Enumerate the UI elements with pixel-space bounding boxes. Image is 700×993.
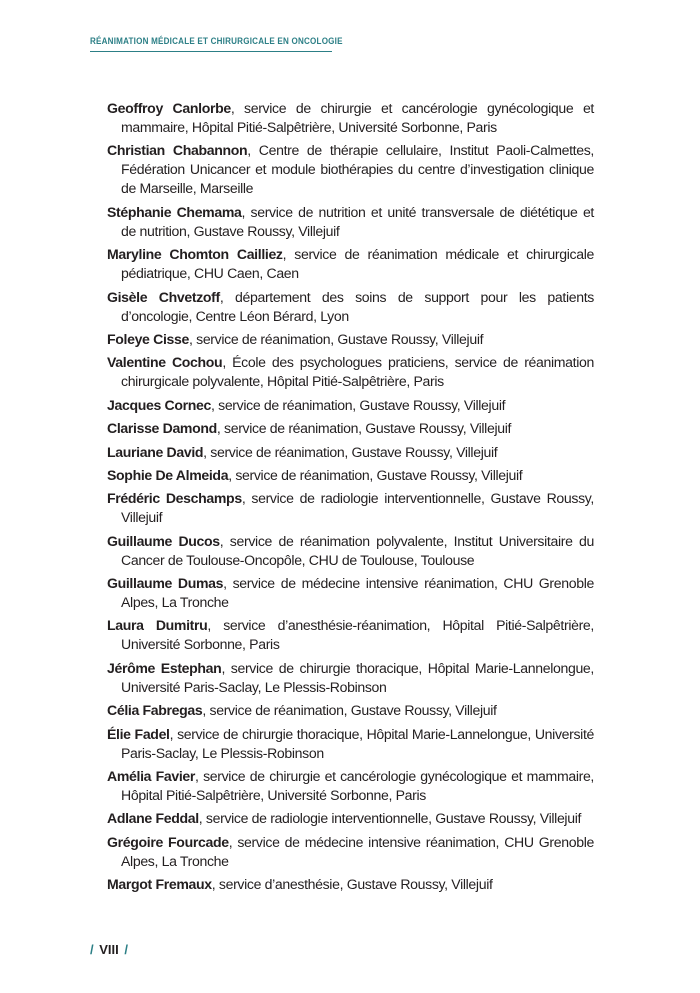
contributor-affiliation: , service de chirurgie thoracique, Hôpital Marie-Lannelongue, Université Paris-Saclay, Le Plessis-Robinson	[121, 659, 594, 695]
contributor-affiliation: , Centre de thérapie cellulaire, Institut Paoli-Calmettes, Fédération Unicancer et module biothérapies du centre d’investigation clinique de Marseille, Marseille	[121, 142, 595, 197]
contributor-name: Célia Fabregas	[107, 702, 203, 719]
contributor-affiliation: , service de réanimation, Gustave Roussy, Villejuif	[228, 466, 523, 483]
contributor-entry	[107, 489, 594, 527]
contributor-affiliation: , service de réanimation, Gustave Roussy, Villejuif	[216, 420, 512, 437]
contributor-entry	[107, 809, 594, 828]
contributor-entry	[107, 767, 594, 805]
contributor-affiliation: , service de réanimation médicale et chirurgicale pédiatrique, CHU Caen, Caen	[121, 246, 594, 282]
contributor-affiliation: , service de réanimation, Gustave Roussy, Villejuif	[188, 330, 484, 347]
running-header	[90, 35, 343, 52]
contributor-name: Foleye Cisse	[107, 330, 189, 347]
contributor-entry	[107, 659, 594, 697]
contributor-affiliation: , service d’anesthésie-réanimation, Hôpital Pitié-Salpêtrière, Université Sorbonne, Paris	[121, 617, 594, 653]
contributor-name: Laura Dumitru	[107, 617, 208, 634]
contributor-name: Guillaume Ducos	[107, 532, 220, 549]
contributor-name: Sophie De Almeida	[107, 466, 229, 483]
contributor-name: Élie Fadel	[107, 725, 170, 742]
contributor-name: Clarisse Damond	[107, 420, 217, 437]
contributor-affiliation: , service de médecine intensive réanimation, CHU Grenoble Alpes, La Tronche	[121, 575, 594, 611]
contributor-entry	[107, 141, 594, 198]
page-folio	[90, 942, 128, 957]
contributor-name: Stéphanie Chemama	[107, 203, 242, 220]
contributor-entry	[107, 99, 594, 137]
contributor-entry	[107, 443, 594, 462]
contributor-entry	[107, 833, 594, 871]
contributor-name: Christian Chabannon	[107, 142, 248, 159]
page-number: VIII	[99, 942, 119, 957]
contributor-entry	[107, 330, 594, 349]
contributor-entry	[107, 353, 594, 391]
header-rule	[90, 51, 332, 52]
contributor-affiliation: , service de réanimation, Gustave Roussy, Villejuif	[210, 396, 506, 413]
contributor-affiliation: , service de réanimation, Gustave Roussy, Villejuif	[203, 443, 498, 460]
contributor-entry	[107, 725, 594, 763]
contributor-list	[107, 99, 594, 899]
contributor-affiliation: , service d’anesthésie, Gustave Roussy, Villejuif	[211, 876, 493, 893]
contributor-name: Adlane Feddal	[107, 810, 199, 827]
contributor-affiliation: , service de radiologie interventionnelle, Gustave Roussy, Villejuif	[121, 490, 594, 526]
contributor-name: Valentine Cochou	[107, 354, 223, 371]
contributor-entry	[107, 875, 594, 894]
contributor-affiliation: , service de chirurgie et cancérologie gynécologique et mammaire, Hôpital Pitié-Salpêtrière, Université Sorbonne, Paris	[121, 100, 594, 135]
contributor-affiliation: , service de médecine intensive réanimation, CHU Grenoble Alpes, La Tronche	[121, 833, 594, 869]
contributor-name: Grégoire Fourcade	[107, 833, 229, 850]
contributor-entry	[107, 203, 594, 241]
contributor-entry	[107, 616, 594, 654]
contributor-name: Maryline Chomton Cailliez	[107, 246, 283, 263]
contributor-affiliation: , service de chirurgie thoracique, Hôpital Marie-Lannelongue, Université Paris-Saclay, Le Plessis-Robinson	[121, 725, 594, 761]
contributor-entry	[107, 419, 594, 438]
contributor-name: Frédéric Deschamps	[107, 490, 242, 507]
contributor-entry	[107, 701, 594, 720]
contributor-affiliation: , service de radiologie interventionnelle, Gustave Roussy, Villejuif	[198, 810, 582, 827]
contributor-name: Jérôme Estephan	[107, 659, 222, 676]
contributor-affiliation: , École des psychologues praticiens, service de réanimation chirurgicale polyvalente, Hôpital Pitié-Salpêtrière, Paris	[121, 354, 594, 390]
contributor-name: Gisèle Chvetzoff	[107, 288, 220, 305]
contributor-entry	[107, 245, 594, 283]
contributor-affiliation: , service de nutrition et unité transversale de diététique et de nutrition, Gustave Roussy, Villejuif	[121, 203, 594, 239]
running-title: RÉANIMATION MÉDICALE ET CHIRURGICALE EN ONCOLOGIE	[90, 35, 343, 46]
contributor-entry	[107, 288, 594, 326]
contributor-affiliation: , département des soins de support pour les patients d’oncologie, Centre Léon Bérard, Lyon	[121, 288, 594, 324]
folio-slash-left: /	[90, 942, 94, 957]
contributor-affiliation: , service de réanimation, Gustave Roussy, Villejuif	[202, 702, 497, 719]
contributor-entry	[107, 396, 594, 415]
contributor-name: Lauriane David	[107, 443, 204, 460]
contributor-name: Guillaume Dumas	[107, 575, 224, 592]
folio-slash-right: /	[124, 942, 129, 957]
contributor-name: Margot Fremaux	[107, 876, 212, 893]
contributor-name: Geoffroy Canlorbe	[107, 100, 231, 116]
contributor-name: Amélia Favier	[107, 768, 196, 785]
contributor-entry	[107, 532, 594, 570]
contributor-affiliation: , service de réanimation polyvalente, Institut Universitaire du Cancer de Toulouse-Oncopôle, CHU de Toulouse, Toulouse	[121, 532, 595, 568]
contributor-entry	[107, 574, 594, 612]
contributor-name: Jacques Cornec	[107, 396, 211, 413]
contributor-entry	[107, 466, 594, 485]
contributor-affiliation: , service de chirurgie et cancérologie gynécologique et mammaire, Hôpital Pitié-Salpêtrière, Université Sorbonne, Paris	[121, 768, 594, 804]
